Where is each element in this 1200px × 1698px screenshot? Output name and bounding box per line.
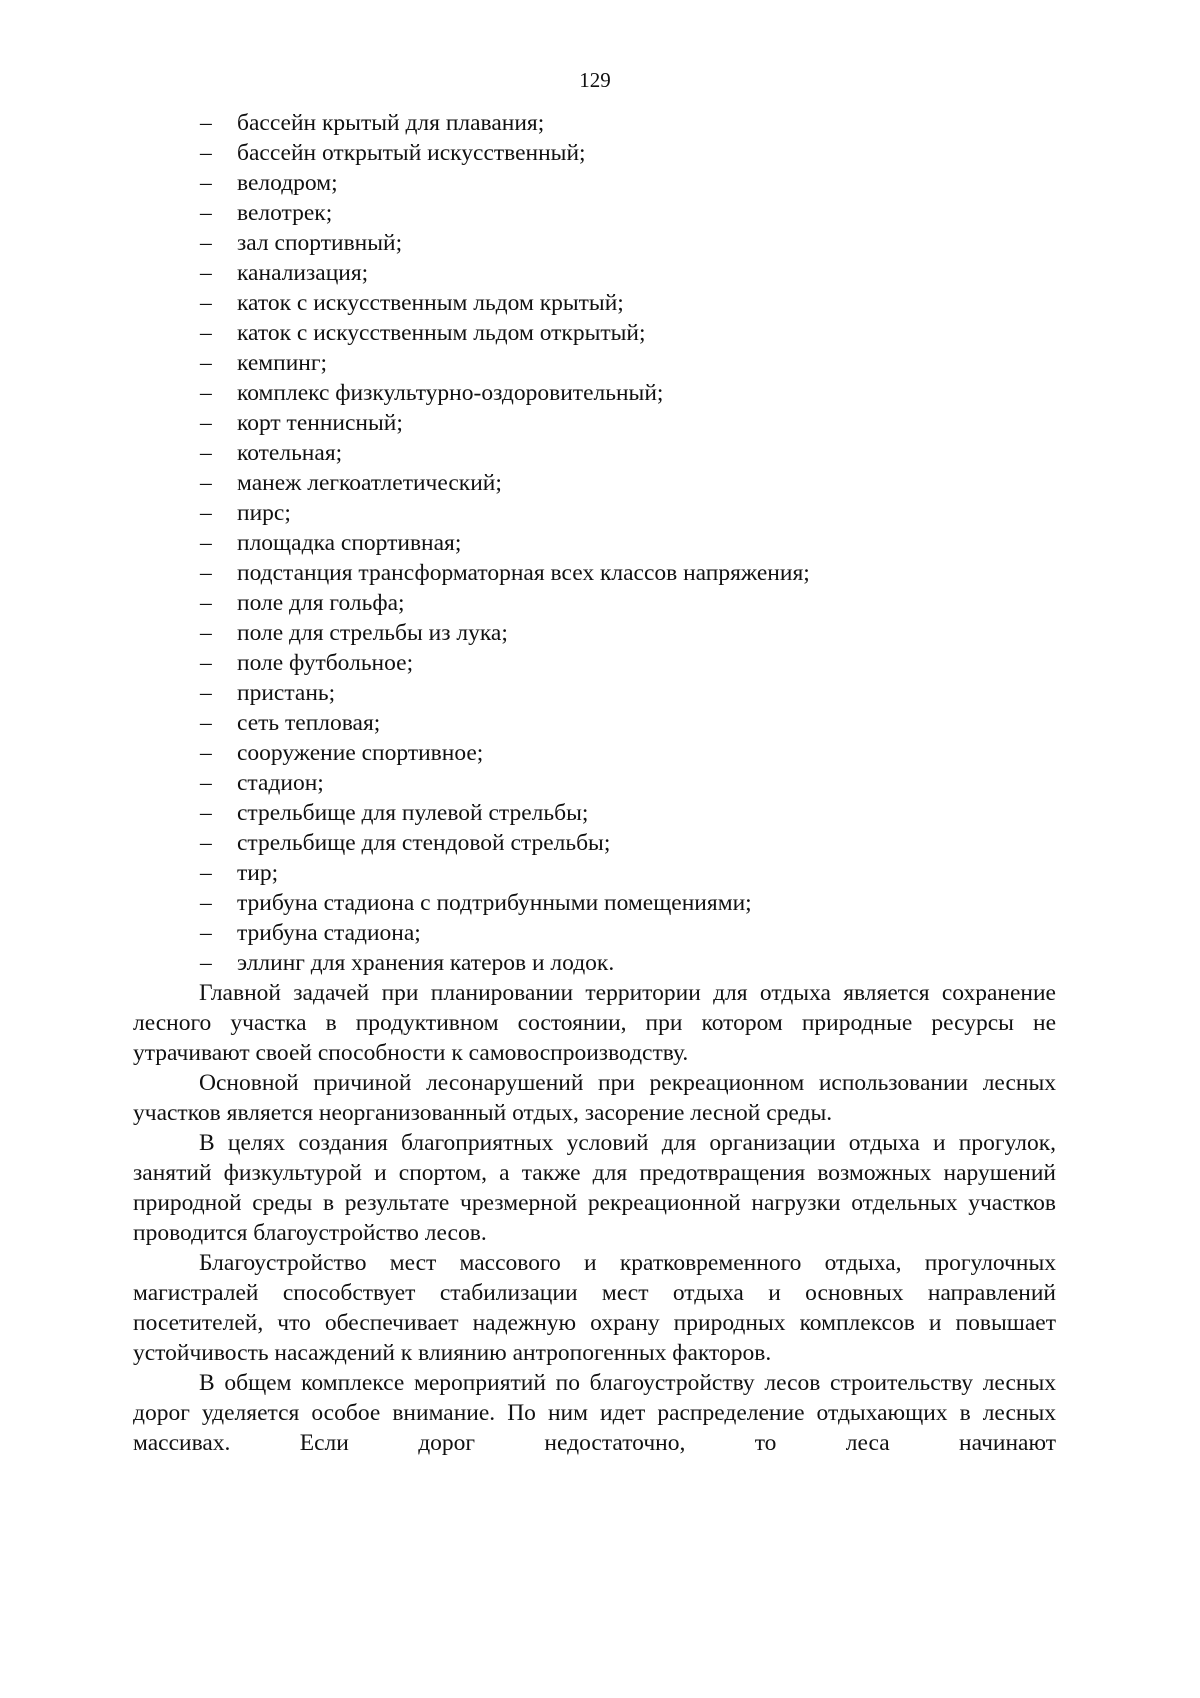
list-item <box>133 498 1056 528</box>
list-dash: – <box>200 140 212 166</box>
list-item-text: каток с искусственным льдом открытый; <box>237 320 646 346</box>
list-item <box>133 918 1056 948</box>
list-item-text: манеж легкоатлетический; <box>237 470 502 496</box>
list-item <box>133 528 1056 558</box>
list-item-text: зал спортивный; <box>237 230 403 256</box>
list-item-text: бассейн крытый для плавания; <box>237 110 545 136</box>
list-item <box>133 438 1056 468</box>
list-item <box>133 138 1056 168</box>
list-item <box>133 678 1056 708</box>
list-item <box>133 228 1056 258</box>
list-item <box>133 198 1056 228</box>
list-dash: – <box>200 770 212 796</box>
list-item <box>133 798 1056 828</box>
list-dash: – <box>200 290 212 316</box>
list-item <box>133 708 1056 738</box>
body-paragraph: Основной причиной лесонарушений при рекреационном использовании лесных участков является неорганизованный отдых, засорение лесной среды. <box>133 1070 1056 1126</box>
list-item <box>133 738 1056 768</box>
list-item-text: пирс; <box>237 500 291 526</box>
list-item <box>133 108 1056 138</box>
list-dash: – <box>200 560 212 586</box>
list-item <box>133 348 1056 378</box>
page-number: 129 <box>579 68 611 92</box>
list-dash: – <box>200 620 212 646</box>
list-dash: – <box>200 440 212 466</box>
list-item-text: подстанция трансформаторная всех классов напряжения; <box>237 560 810 586</box>
list-dash: – <box>200 950 212 976</box>
list-dash: – <box>200 920 212 946</box>
list-item <box>133 288 1056 318</box>
list-dash: – <box>200 650 212 676</box>
list-item <box>133 648 1056 678</box>
list-item <box>133 588 1056 618</box>
list-item-text: площадка спортивная; <box>237 530 462 556</box>
list-item <box>133 618 1056 648</box>
list-item-text: поле для гольфа; <box>237 590 405 616</box>
list-dash: – <box>200 260 212 286</box>
body-paragraph: Главной задачей при планировании территории для отдыха является сохранение лесного участка в продуктивном состоянии, при котором природные ресурсы не утрачивают своей способности к самовоспроизводству. <box>133 980 1056 1066</box>
list-item-text: трибуна стадиона; <box>237 920 421 946</box>
body-paragraph: Благоустройство мест массового и кратковременного отдыха, прогулочных магистралей способствует стабилизации мест отдыха и основных направлений посетителей, что обеспечивает надежную охрану природных комплексов и повышает устойчивость насаждений к влиянию антропогенных факторов. <box>133 1250 1056 1366</box>
list-item-text: канализация; <box>237 260 369 286</box>
facility-list <box>133 108 1056 978</box>
list-item <box>133 828 1056 858</box>
list-dash: – <box>200 800 212 826</box>
list-dash: – <box>200 380 212 406</box>
list-item-text: велодром; <box>237 170 338 196</box>
list-item <box>133 948 1056 978</box>
list-item <box>133 858 1056 888</box>
list-item-text: стрельбище для стендовой стрельбы; <box>237 830 611 856</box>
list-item-text: корт теннисный; <box>237 410 403 436</box>
list-item-text: поле футбольное; <box>237 650 414 676</box>
list-item-text: эллинг для хранения катеров и лодок. <box>237 950 615 976</box>
list-item-text: стрельбище для пулевой стрельбы; <box>237 800 589 826</box>
list-dash: – <box>200 170 212 196</box>
list-dash: – <box>200 680 212 706</box>
list-item <box>133 888 1056 918</box>
list-item-text: сеть тепловая; <box>237 710 381 736</box>
list-dash: – <box>200 200 212 226</box>
list-item <box>133 168 1056 198</box>
list-item <box>133 408 1056 438</box>
list-item-text: сооружение спортивное; <box>237 740 484 766</box>
list-item-text: поле для стрельбы из лука; <box>237 620 508 646</box>
list-dash: – <box>200 530 212 556</box>
list-item <box>133 468 1056 498</box>
list-item-text: комплекс физкультурно-оздоровительный; <box>237 380 664 406</box>
list-item <box>133 258 1056 288</box>
list-item-text: тир; <box>237 860 279 886</box>
list-item-text: велотрек; <box>237 200 333 226</box>
list-item <box>133 318 1056 348</box>
list-dash: – <box>200 230 212 256</box>
list-item <box>133 378 1056 408</box>
list-item-text: бассейн открытый искусственный; <box>237 140 586 166</box>
page-content <box>133 108 1056 1458</box>
list-item-text: кемпинг; <box>237 350 328 376</box>
list-dash: – <box>200 710 212 736</box>
list-item-text: стадион; <box>237 770 324 796</box>
list-item-text: каток с искусственным льдом крытый; <box>237 290 624 316</box>
list-dash: – <box>200 470 212 496</box>
list-dash: – <box>200 590 212 616</box>
list-dash: – <box>200 350 212 376</box>
list-item-text: пристань; <box>237 680 336 706</box>
list-item-text: котельная; <box>237 440 343 466</box>
list-dash: – <box>200 860 212 886</box>
list-dash: – <box>200 410 212 436</box>
list-dash: – <box>200 320 212 346</box>
list-item <box>133 558 1056 588</box>
list-dash: – <box>200 500 212 526</box>
list-dash: – <box>200 110 212 136</box>
body-paragraph: В общем комплексе мероприятий по благоустройству лесов строительству лесных дорог уделяется особое внимание. По ним идет распределение отдыхающих в лесных массивах. Если дорог недостаточно, то леса начинают <box>133 1370 1056 1456</box>
list-item <box>133 768 1056 798</box>
list-dash: – <box>200 890 212 916</box>
list-dash: – <box>200 830 212 856</box>
list-item-text: трибуна стадиона с подтрибунными помещениями; <box>237 890 752 916</box>
list-dash: – <box>200 740 212 766</box>
body-paragraph: В целях создания благоприятных условий для организации отдыха и прогулок, занятий физкультурой и спортом, а также для предотвращения возможных нарушений природной среды в результате чрезмерной рекреационной нагрузки отдельных участков проводится благоустройство лесов. <box>133 1130 1056 1246</box>
